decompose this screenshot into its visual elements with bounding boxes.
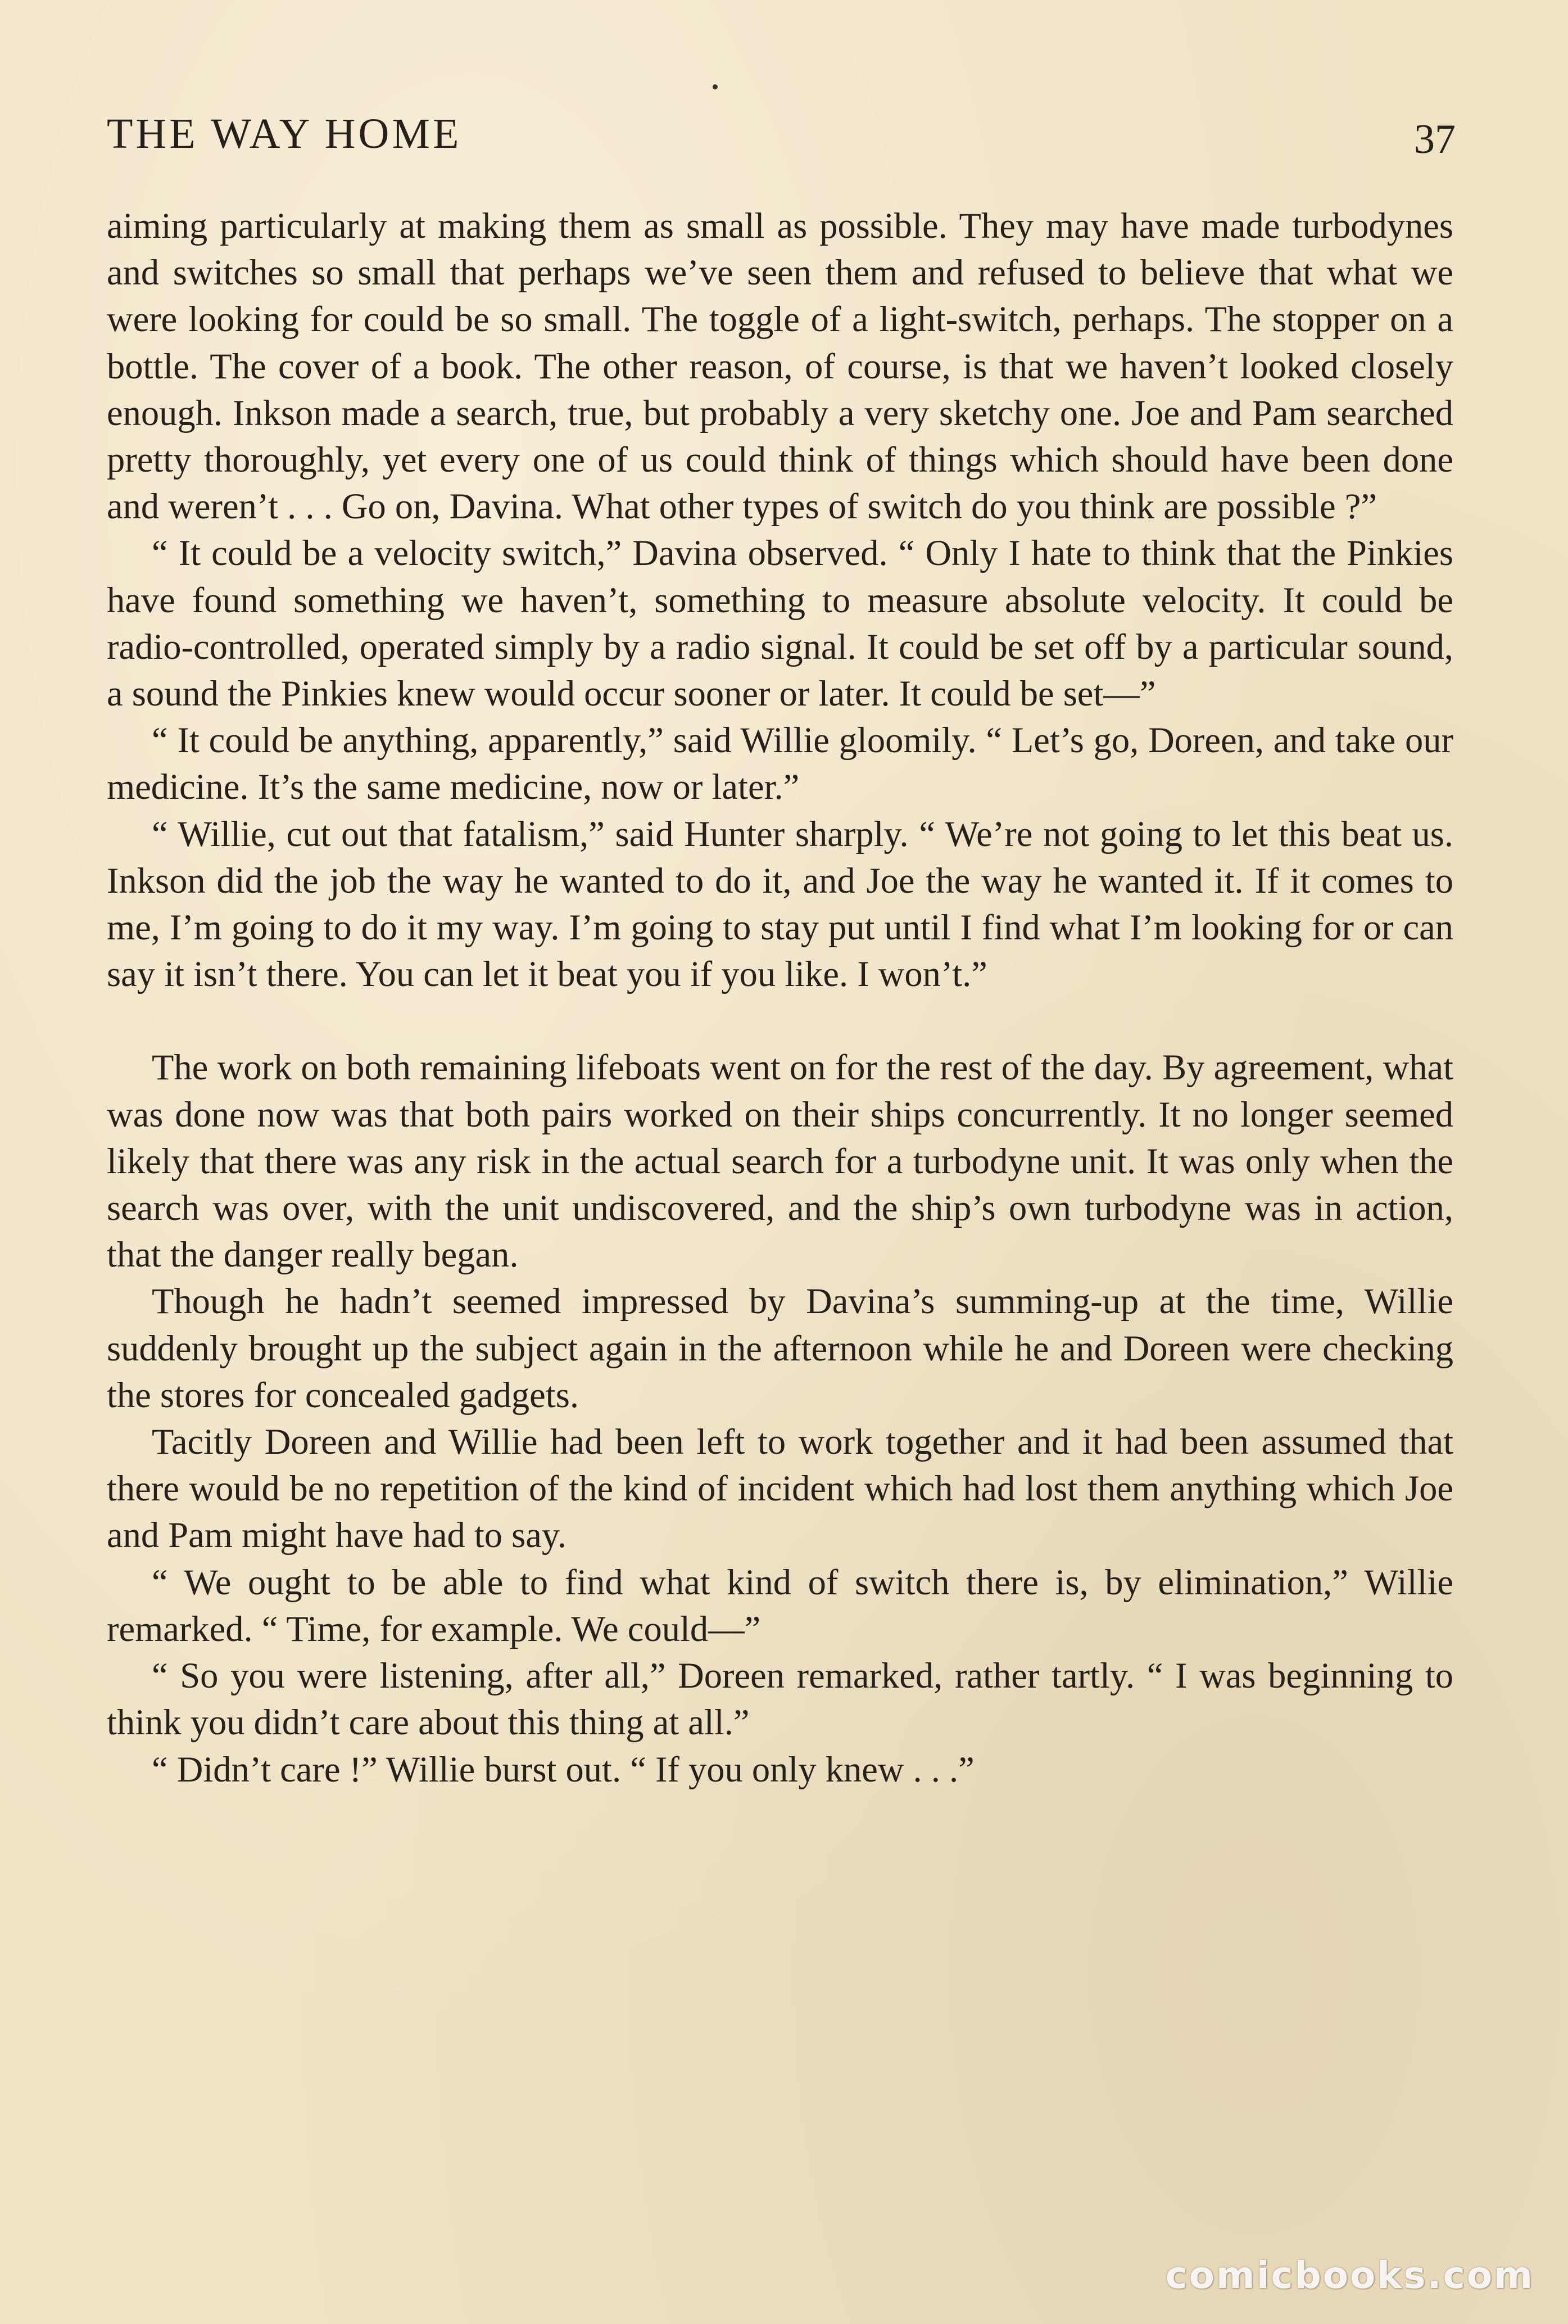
watermark-text: comicbooks.com [1165, 2254, 1534, 2297]
paragraph-10: “ Didn’t care !” Willie burst out. “ If you only knew . . .” [152, 1749, 975, 1789]
paragraph-9: “ So you were listening, after all,” Doreen remarked, rather tartly. “ I was beginning to think you didn’t care about this thing at all.” [107, 1656, 1453, 1743]
paragraph-3: “ It could be anything, apparently,” said Willie gloomily. “ Let’s go, Doreen, and take our medicine. It’s the same medicine, now or later.” [107, 720, 1453, 807]
paragraph-8: “ We ought to be able to find what kind of switch there is, by elimination,” Willie remarked. “ Time, for example. We could—” [107, 1562, 1453, 1649]
paragraph-4: “ Willie, cut out that fatalism,” said Hunter sharply. “ We’re not going to let this beat us. Inkson did the job the way he wanted to do it, and Joe the way he wanted it. If it comes to me, I’m going to do it my way. I’m going to stay put until I find what I’m looking for or can say it isn’t there. You can let it beat you if you like. I won’t.” [107, 813, 1453, 994]
paragraph-2: “ It could be a velocity switch,” Davina observed. “ Only I hate to think that the Pinkies have found something we haven’t, something to measure absolute velocity. It could be radio-controlled, operated simply by a radio signal. It could be set off by a particular sound, a sound the Pinkies knew would occur sooner or later. It could be set—” [107, 533, 1453, 714]
paragraph-1: aiming particularly at making them as small as possible. They may have made turbodynes and switches so small that perhaps we’ve seen them and refused to believe that what we were looking for could be so small. The toggle of a light-switch, perhaps. The stopper on a bottle. The cover of a book. The other reason, of course, is that we haven’t looked closely enough. Inkson made a search, true, but probably a very sketchy one. Joe and Pam searched pretty thoroughly, yet every one of us could think of things which should have been done and weren’t . . . Go on, Davina. What other types of switch do you think are possible ?” [107, 206, 1453, 527]
paragraph-6: Though he hadn’t seemed impressed by Davina’s summing-up at the time, Willie suddenly brought up the subject again in the afternoon while he and Doreen were checking the stores for concealed gadgets. [107, 1281, 1453, 1415]
body-text [107, 202, 1453, 1793]
paragraph-5: The work on both remaining lifeboats went on for the rest of the day. By agreement, what was done now was that both pairs worked on their ships concurrently. It no longer seemed likely that there was any risk in the actual search for a turbodyne unit. It was only when the search was over, with the unit undiscovered, and the ship’s own turbodyne was in action, that the danger really began. [107, 1047, 1453, 1275]
print-speck [713, 84, 718, 89]
page-number: 37 [1414, 116, 1456, 162]
running-header [107, 106, 1456, 162]
running-title: THE WAY HOME [107, 110, 462, 157]
paragraph-7: Tacitly Doreen and Willie had been left to work together and it had been assumed that there would be no repetition of the kind of incident which had lost them anything which Joe and Pam might have had to say. [107, 1422, 1453, 1556]
